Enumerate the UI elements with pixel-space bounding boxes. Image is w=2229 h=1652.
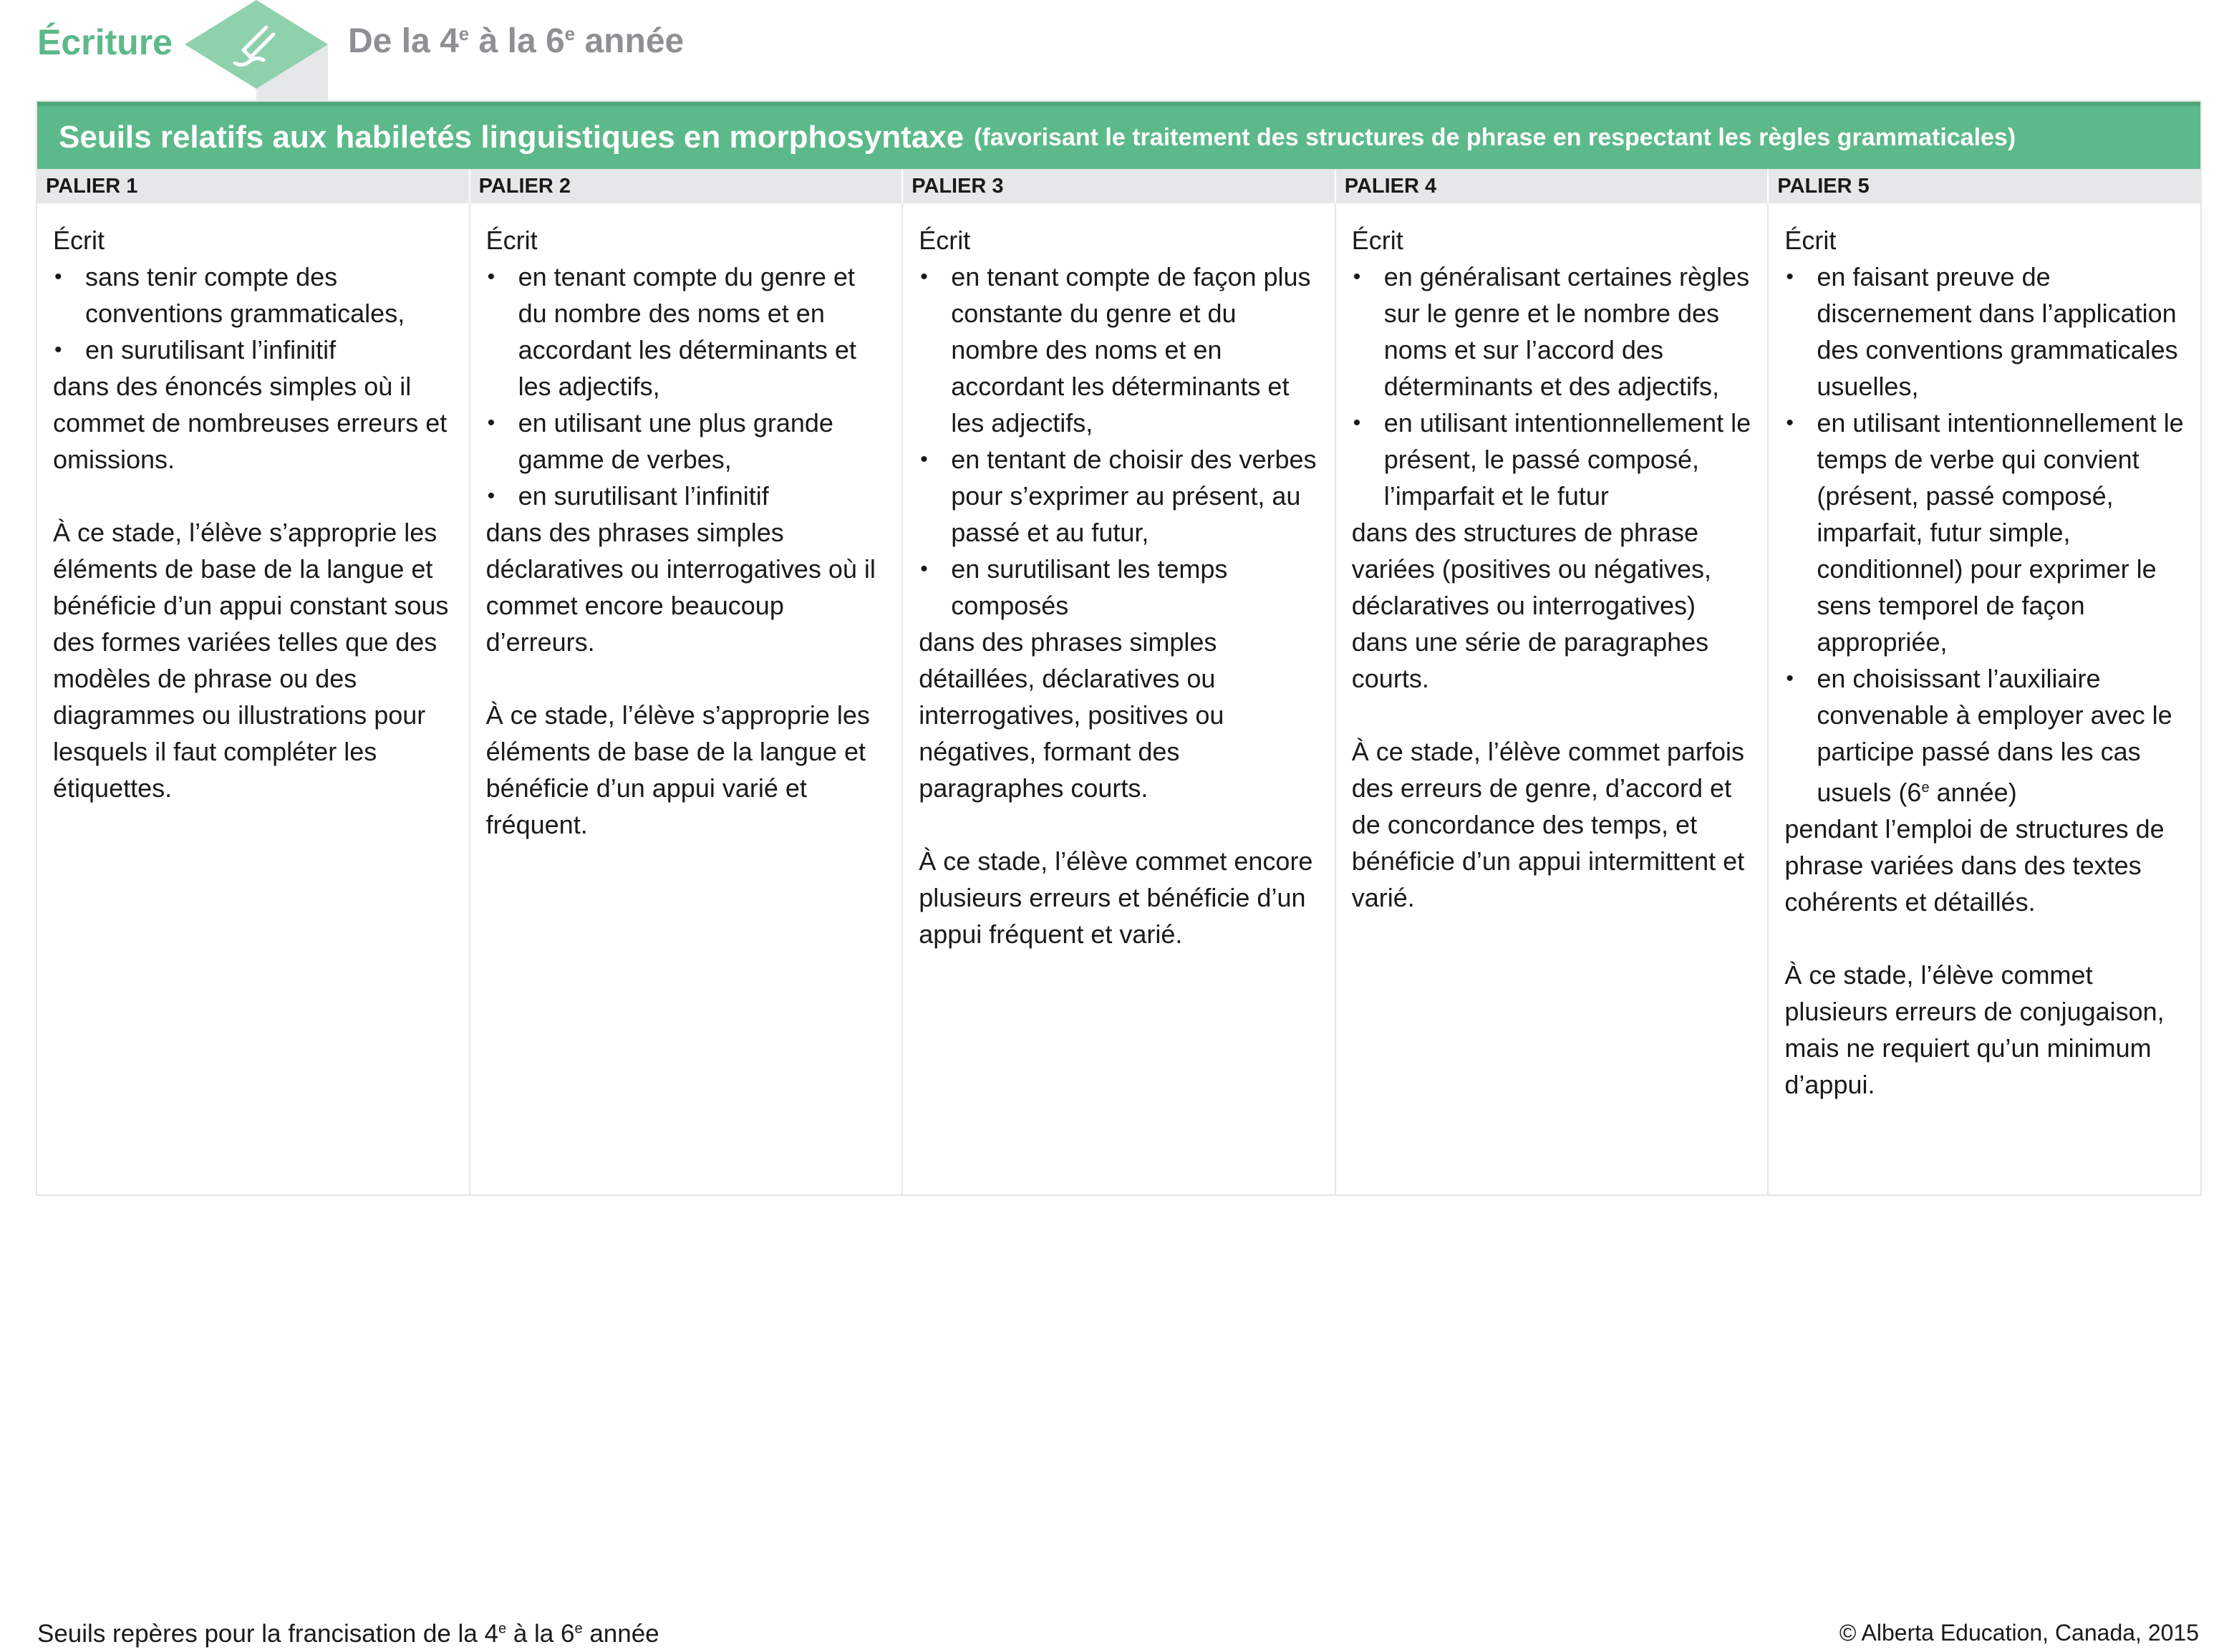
list-item: • sans tenir compte des conventions grammaticales, <box>53 259 453 332</box>
palier-columns <box>37 203 2200 1196</box>
palier-header: PALIER 2 <box>470 169 904 203</box>
page-header <box>37 0 2200 100</box>
cell-stage: À ce stade, l’élève commet encore plusieurs erreurs et bénéficie d’un appui fréquent et varié. <box>919 846 1313 949</box>
list-item: • en utilisant une plus grande gamme de verbes, <box>486 405 886 478</box>
cell-label: Écrit <box>919 226 971 255</box>
cell-label: Écrit <box>53 226 105 255</box>
palier-1-cell <box>37 203 470 1196</box>
cell-context: dans des phrases simples déclaratives ou interrogatives où il commet encore beaucoup d’erreurs. <box>485 518 876 657</box>
cell-label: Écrit <box>485 226 538 255</box>
list-item: • en tentant de choisir des verbes pour s’exprimer au présent, au passé et au futur, <box>919 441 1319 551</box>
bullet-list <box>1784 259 2185 811</box>
cell-stage: À ce stade, l’élève commet plusieurs erreurs de conjugaison, mais ne requiert qu’un minimum d’appui. <box>1784 960 2165 1099</box>
list-item: • en tenant compte de façon plus constante du genre et du nombre des noms et en accordant les déterminants et les adjectifs, <box>919 259 1319 441</box>
palier-header: PALIER 1 <box>37 169 470 203</box>
bullet-list <box>53 259 453 368</box>
cell-stage: À ce stade, l’élève s’approprie les éléments de base de la langue et bénéficie d’un appui varié et fréquent. <box>485 700 870 839</box>
table-banner <box>37 102 2200 169</box>
palier-header: PALIER 3 <box>903 169 1336 203</box>
cell-label: Écrit <box>1351 226 1403 255</box>
footer-document-title: Seuils repères pour la francisation de la 4e à la 6e année <box>37 1620 659 1648</box>
table-subtitle: (favorisant le traitement des structures de phrase en respectant les règles grammaticales) <box>974 123 2016 151</box>
palier-2-cell <box>470 203 904 1196</box>
thresholds-table <box>36 100 2202 1196</box>
footer-copyright: © Alberta Education, Canada, 2015 <box>1839 1620 2199 1646</box>
list-item: • en faisant preuve de discernement dans l’application des conventions grammaticales usuelles, <box>1784 259 2185 405</box>
palier-header-row <box>37 169 2200 203</box>
bullet-list <box>486 259 886 514</box>
cell-context: dans des phrases simples détaillées, déclaratives ou interrogatives, positives ou négatives, formant des paragraphes courts. <box>919 627 1224 803</box>
list-item: • en utilisant intentionnellement le présent, le passé composé, l’imparfait et le futur <box>1352 405 1752 514</box>
cell-stage: À ce stade, l’élève commet parfois des erreurs de genre, d’accord et de concordance des temps, et bénéficie d’un appui intermittent et varié. <box>1351 737 1745 912</box>
cell-context: dans des structures de phrase variées (positives ou négatives, déclaratives ou interrogatives) dans une série de paragraphes courts. <box>1351 518 1712 693</box>
palier-header: PALIER 5 <box>1777 174 1870 198</box>
list-item: • en tenant compte du genre et du nombre des noms et en accordant les déterminants et les adjectifs, <box>486 259 886 405</box>
section-title: Écriture <box>37 22 173 62</box>
table-title: Seuils relatifs aux habiletés linguistiques en morphosyntaxe <box>59 120 964 155</box>
cell-stage: À ce stade, l’élève s’approprie les éléments de base de la langue et bénéficie d’un appui constant sous des formes variées telles que des modèles de phrase ou des diagrammes ou illustrations pour lesquels il faut compléter les étiquettes. <box>53 518 449 803</box>
list-item: • en utilisant intentionnellement le temps de verbe qui convient (présent, passé composé, imparfait, futur simple, conditionnel) pour exprimer le sens temporel de façon appropriée, <box>1784 405 2185 660</box>
palier-5-cell <box>1769 203 2200 1196</box>
list-item: • en généralisant certaines règles sur le genre et le nombre des noms et sur l’accord des déterminants et des adjectifs, <box>1352 259 1752 405</box>
cell-context: dans des énoncés simples où il commet de nombreuses erreurs et omissions. <box>53 372 448 474</box>
list-item: • en surutilisant l’infinitif <box>486 478 886 514</box>
cell-context: pendant l’emploi de structures de phrase variées dans des textes cohérents et détaillés. <box>1784 814 2165 917</box>
palier-4-cell <box>1336 203 1769 1196</box>
palier-header: PALIER 4 <box>1336 169 1769 203</box>
bullet-list <box>1352 259 1752 514</box>
list-item: • en surutilisant les temps composés <box>919 551 1319 624</box>
palier-3-cell <box>903 203 1336 1196</box>
list-item: • en choisissant l’auxiliaire convenable à employer avec le participe passé dans les cas usuels (6e année) <box>1784 660 2185 811</box>
list-item: • en surutilisant l’infinitif <box>53 332 453 368</box>
grade-level-title: De la 4e à la 6e année <box>348 22 685 60</box>
cell-label: Écrit <box>1784 226 1837 255</box>
bullet-list <box>919 259 1319 624</box>
pencil-writing-icon <box>185 0 372 100</box>
